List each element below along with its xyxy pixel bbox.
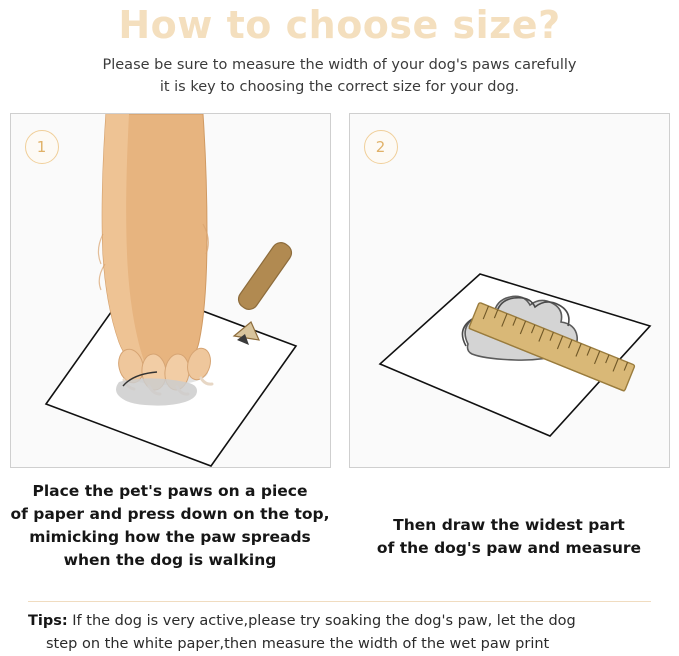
step-captions bbox=[0, 480, 679, 573]
step-2-panel bbox=[349, 113, 670, 468]
steps-panels bbox=[0, 113, 679, 468]
subtitle-line-2: it is key to choosing the correct size for your dog. bbox=[159, 79, 520, 96]
page-subtitle bbox=[60, 54, 620, 99]
step-1-caption bbox=[10, 480, 331, 573]
wet-paw-print bbox=[116, 378, 197, 405]
step-1-panel bbox=[10, 113, 331, 468]
step-1-caption-line-4: when the dog is walking bbox=[63, 551, 277, 570]
paw-on-paper-illustration bbox=[11, 114, 332, 469]
pen-body bbox=[235, 239, 295, 313]
step-1-caption-line-1: Place the pet's paws on a piece bbox=[32, 481, 308, 500]
tips-line-1: If the dog is very active,please try soaking the dog's paw, let the dog bbox=[67, 612, 576, 629]
tips-line-2: step on the white paper,then measure the width of the wet paw print bbox=[46, 635, 550, 652]
tips-section bbox=[28, 601, 651, 656]
page-title: How to choose size? bbox=[118, 3, 561, 47]
tips-label: Tips: bbox=[28, 612, 68, 629]
paw-outline-ruler-illustration bbox=[350, 114, 671, 469]
pen bbox=[234, 239, 295, 345]
step-2-caption-line-1: Then draw the widest part bbox=[393, 515, 625, 534]
step-1-caption-line-2: of paper and press down on the top, bbox=[10, 504, 330, 523]
step-2-badge: 2 bbox=[364, 130, 398, 164]
step-2-caption-line-2: of the dog's paw and measure bbox=[376, 538, 642, 557]
step-1-badge: 1 bbox=[25, 130, 59, 164]
step-1-caption-line-3: mimicking how the paw spreads bbox=[29, 528, 311, 547]
step-2-caption bbox=[349, 480, 670, 573]
subtitle-line-1: Please be sure to measure the width of your dog's paws carefully bbox=[102, 56, 577, 73]
